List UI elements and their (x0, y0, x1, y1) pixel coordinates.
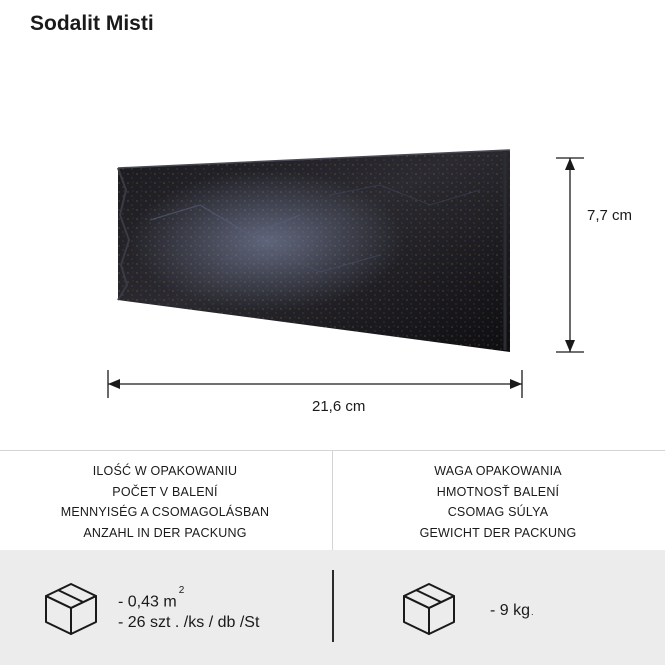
area-exponent: 2 (178, 585, 185, 596)
weight-heading-block (333, 461, 663, 543)
product-title: Sodalit Misti (30, 12, 154, 35)
area-value (118, 585, 185, 611)
weight-heading-hu: CSOMAG SÚLYA (447, 505, 549, 519)
height-dimension-line (556, 158, 584, 352)
quantity-heading-pl: ILOŚĆ W OPAKOWANIU (92, 464, 238, 478)
weight-heading-pl: WAGA OPAKOWANIA (434, 464, 562, 478)
weight-heading-cz: HMOTNOSŤ BALENÍ (436, 484, 560, 499)
width-dimension-line (108, 370, 522, 398)
box-icon (400, 580, 458, 638)
area-value-text: - 0,43 m (118, 593, 177, 611)
quantity-heading-cz: POČET V BALENÍ (112, 484, 218, 499)
quantity-heading-block (0, 461, 330, 543)
box-icon (42, 580, 100, 638)
package-info-headings (0, 450, 665, 550)
tile-image (118, 150, 510, 352)
weight-value (490, 602, 534, 620)
quantity-heading-hu: MENNYISÉG A CSOMAGOLÁSBAN (60, 505, 270, 519)
weight-suffix: . (531, 607, 534, 617)
quantity-heading-de: ANZAHL IN DER PACKUNG (83, 525, 247, 540)
pieces-value: - 26 szt . /ks / db /St (118, 614, 260, 631)
height-label: 7,7 cm (587, 207, 633, 224)
weight-value-text: - 9 kg (490, 602, 531, 619)
values-divider (332, 570, 334, 642)
weight-heading-de: GEWICHT DER PACKUNG (419, 525, 577, 540)
width-label: 21,6 cm (312, 398, 366, 415)
